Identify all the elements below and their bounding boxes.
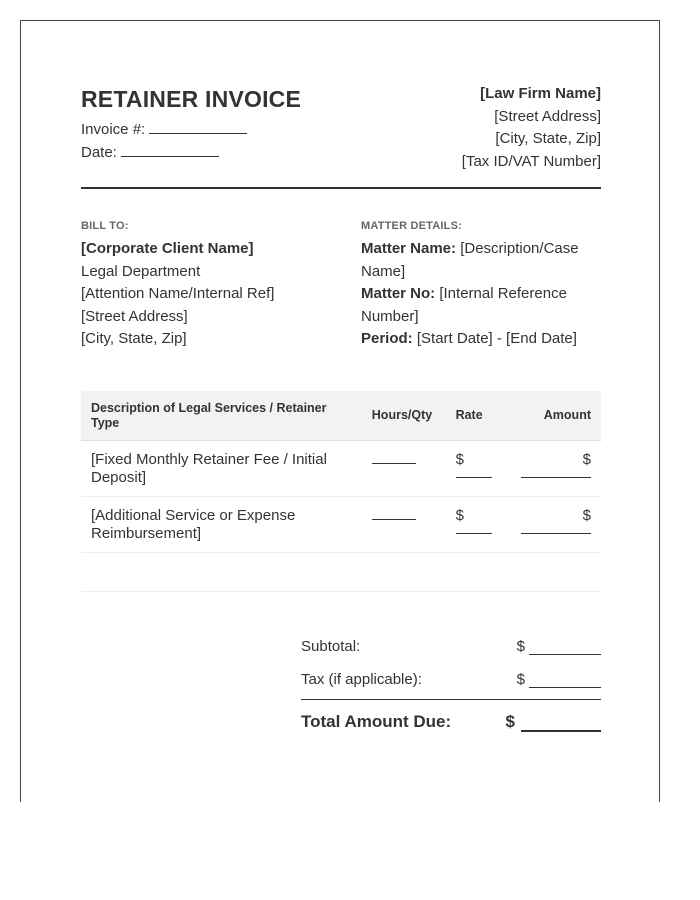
row-description: [Fixed Monthly Retainer Fee / Initial Deposit] [81,440,362,496]
invoice-number-label: Invoice #: [81,121,146,138]
firm-block [462,83,601,173]
tax-value [517,671,601,688]
table-bottom-divider [81,591,601,592]
totals-block [301,622,601,732]
header-hours: Hours/Qty [362,391,446,441]
tax-label: Tax (if applicable): [301,670,422,688]
invoice-content [81,83,601,732]
matter-details-block [361,220,601,351]
invoice-date-label: Date: [81,144,117,161]
tax-currency: $ [516,670,525,688]
row-amount-cell [502,496,601,552]
client-street: [Street Address] [81,307,188,325]
invoice-number-field[interactable] [149,118,247,134]
client-department: Legal Department [81,262,201,280]
amount-currency: $ [582,506,591,524]
amount-field[interactable] [512,507,591,534]
hours-field[interactable] [372,509,416,520]
firm-street: [Street Address] [494,107,601,125]
rate-currency: $ [455,450,464,468]
total-due-value [506,712,601,732]
firm-city: [City, State, Zip] [495,130,601,147]
total-due-field[interactable] [521,715,601,732]
firm-name: [Law Firm Name] [480,85,601,102]
bill-to-label: BILL TO: [81,220,129,232]
subtotal-row [301,622,601,655]
invoice-header [81,83,601,173]
total-due-label: Total Amount Due: [301,711,452,731]
firm-tax-id: [Tax ID/VAT Number] [461,152,601,170]
subtotal-field[interactable] [529,639,601,655]
client-name: [Corporate Client Name] [81,240,254,257]
invoice-number-line [81,118,301,141]
subtotal-label: Subtotal: [301,637,361,655]
matter-period-label: Period: [361,330,413,348]
total-due-row [301,700,601,732]
matter-number-line [361,283,601,328]
matter-name-label: Matter Name: [361,240,457,257]
row-rate-cell [446,440,502,496]
invoice-page [20,20,660,802]
matter-number-label: Matter No: [361,285,436,303]
invoice-title: RETAINER INVOICE [81,86,302,112]
table-row [81,496,601,552]
invoice-identity [81,83,301,164]
amount-underline [521,469,591,478]
client-city: [City, State, Zip] [81,330,187,348]
matter-period-value: [Start Date] - [End Date] [416,330,577,348]
invoice-date-line [81,141,301,164]
client-attention: [Attention Name/Internal Ref] [81,285,275,303]
header-rate: Rate [446,391,502,441]
subtotal-currency: $ [516,637,525,655]
matter-number-value: [Internal Reference Number] [361,285,567,325]
header-divider [81,187,601,189]
info-section [81,220,601,351]
row-amount-cell [502,440,601,496]
table-row [81,440,601,496]
bill-to-block [81,220,361,351]
rate-underline [456,525,492,534]
matter-period-line [361,328,601,351]
matter-name-value: [Description/Case Name] [361,240,579,280]
header-amount: Amount [502,391,601,441]
row-hours-cell [362,440,446,496]
amount-underline [521,525,591,534]
header-description: Description of Legal Services / Retainer Type [81,391,362,441]
tax-field[interactable] [529,672,601,688]
total-due-currency: $ [505,711,515,731]
matter-name-line [361,238,601,283]
amount-currency: $ [582,450,591,468]
invoice-date-field[interactable] [121,141,219,157]
rate-field[interactable] [456,507,492,534]
subtotal-value [517,638,601,655]
rate-underline [456,469,492,478]
rate-field[interactable] [456,451,492,478]
row-description: [Additional Service or Expense Reimbursement] [81,496,362,552]
services-table [81,391,601,553]
table-header-row [81,391,601,441]
tax-row [301,655,601,688]
hours-field[interactable] [372,453,416,464]
rate-currency: $ [455,506,464,524]
matter-details-label: MATTER DETAILS: [361,220,462,232]
amount-field[interactable] [512,451,591,478]
row-hours-cell [362,496,446,552]
row-rate-cell [446,496,502,552]
